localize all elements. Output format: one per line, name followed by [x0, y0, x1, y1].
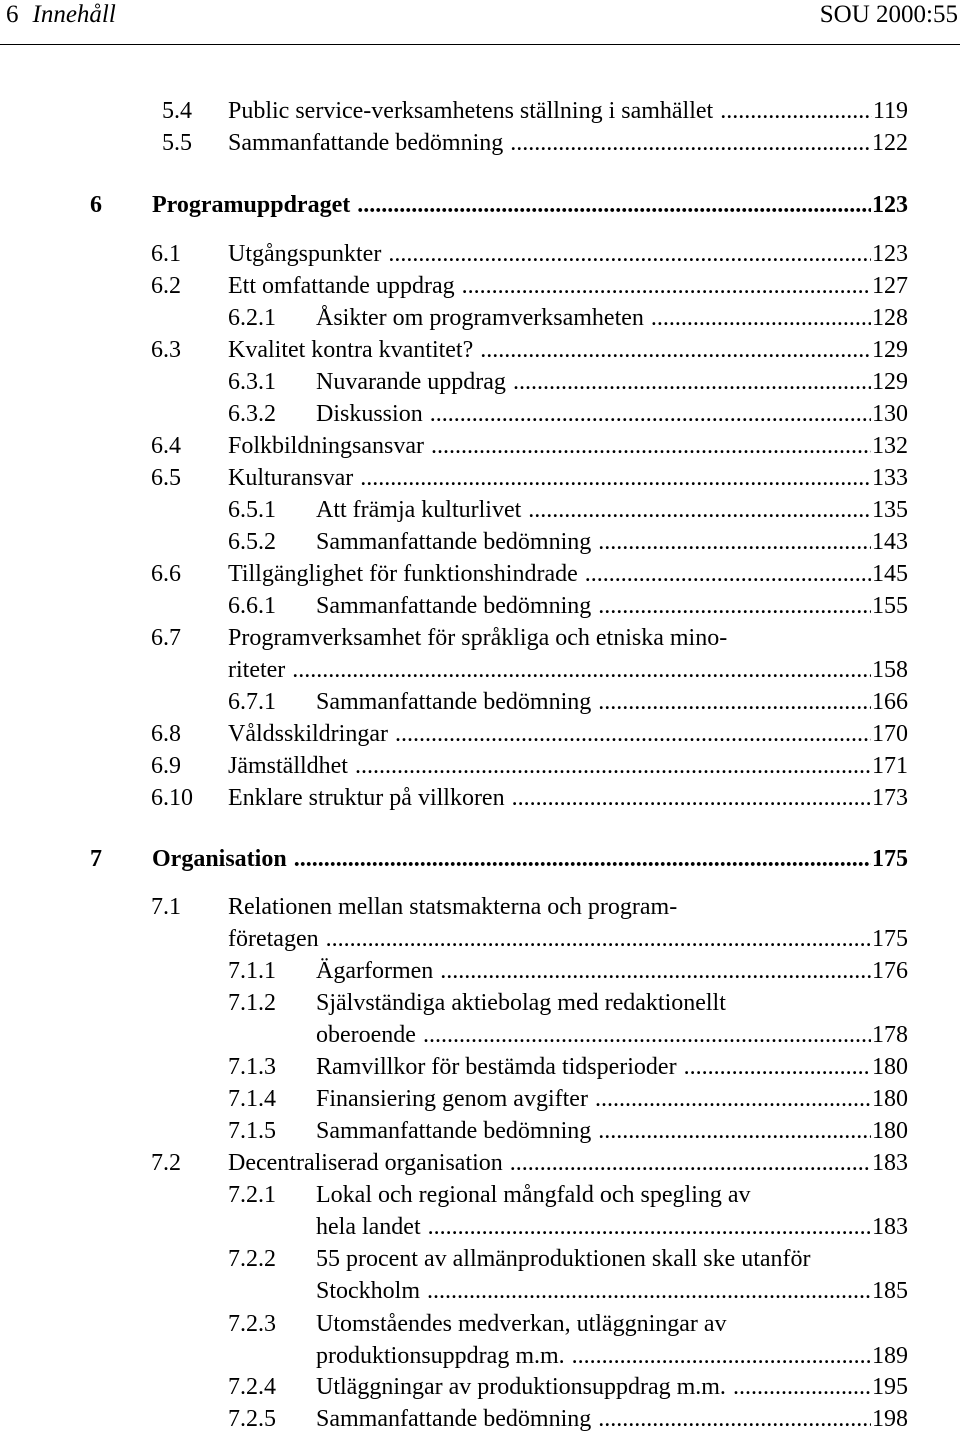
toc-entry-5-5[interactable]: [0, 127, 908, 159]
toc-entry-7-2-1-line2[interactable]: [0, 1211, 908, 1243]
toc-number: 7.1.1: [228, 958, 276, 984]
document-id: SOU 2000:55: [819, 1, 958, 28]
toc-number: 6.7: [151, 625, 181, 651]
toc-page: 189: [871, 1340, 908, 1372]
toc-number: 6.10: [151, 785, 193, 811]
toc-title-line1: 55 procent av allmänproduktionen skall ske utanför: [316, 1246, 811, 1272]
header-rule: [0, 44, 960, 45]
toc-number: 6.5.2: [228, 529, 276, 555]
toc-number: 6.3.2: [228, 401, 276, 427]
toc-title: Våldsskildringar .....: [228, 718, 908, 750]
toc-page: 175: [871, 843, 908, 875]
toc-title: Tillgänglighet för funktionshindrade .....: [228, 558, 908, 590]
toc-title: Ett omfattande uppdrag .....: [228, 270, 908, 302]
toc-entry-6-10[interactable]: [0, 782, 908, 814]
toc-title-line1: Utomståendes medverkan, utläggningar av: [316, 1311, 727, 1337]
toc-number: 7.2.2: [228, 1246, 276, 1272]
toc-title: Ramvillkor för bestämda tidsperioder .....: [316, 1051, 908, 1083]
toc-title: riteter .....: [228, 654, 908, 686]
toc-title: Finansiering genom avgifter .....: [316, 1083, 908, 1115]
toc-title: Folkbildningsansvar .....: [228, 430, 908, 462]
toc-entry-7-1-4[interactable]: [0, 1083, 908, 1115]
toc-number: 6.2: [151, 273, 181, 299]
toc-page: 133: [871, 462, 908, 494]
toc-title-line1: Relationen mellan statsmakterna och program-: [228, 894, 678, 920]
toc-number: 6.9: [151, 753, 181, 779]
toc-title: produktionsuppdrag m.m. .....: [316, 1340, 908, 1372]
toc-entry-7-1-2-line1[interactable]: [0, 987, 908, 1019]
toc-entry-7-2-3-line2[interactable]: [0, 1340, 908, 1372]
toc-page: 130: [871, 398, 908, 430]
toc-entry-7-2[interactable]: [0, 1147, 908, 1179]
toc-title: Utläggningar av produktionsuppdrag m.m. .....: [316, 1371, 908, 1403]
toc-title: Sammanfattande bedömning .....: [228, 127, 908, 159]
toc-entry-6-8[interactable]: [0, 718, 908, 750]
toc-title: oberoende .....: [316, 1019, 908, 1051]
toc-page: 129: [871, 334, 908, 366]
toc-page: 175: [871, 923, 908, 955]
toc-entry-7-2-3-line1[interactable]: [0, 1308, 908, 1340]
toc-title: Ägarformen .....: [316, 955, 908, 987]
toc-number: 5.5: [162, 130, 192, 156]
toc-number: 7.2.4: [228, 1374, 276, 1400]
toc-entry-7-1-line2[interactable]: [0, 923, 908, 955]
toc-title: Utgångspunkter .....: [228, 238, 908, 270]
toc-entry-6-7-line1[interactable]: [0, 622, 908, 654]
toc-number: 6.6: [151, 561, 181, 587]
toc-entry-chapter-7[interactable]: [0, 843, 908, 875]
toc-page: 128: [871, 302, 908, 334]
toc-title: Att främja kulturlivet .....: [316, 494, 908, 526]
toc-number: 6.8: [151, 721, 181, 747]
toc-page: 123: [871, 238, 908, 270]
toc-title: Sammanfattande bedömning .....: [316, 1403, 908, 1435]
toc-page: 143: [871, 526, 908, 558]
toc-title: Public service-verksamhetens ställning i samhället .....: [228, 95, 908, 127]
toc-page: 183: [871, 1147, 908, 1179]
toc-entry-6-9[interactable]: [0, 750, 908, 782]
toc-entry-chapter-6[interactable]: [0, 189, 908, 221]
toc-page: 132: [871, 430, 908, 462]
toc-entry-6-5-1[interactable]: [0, 494, 908, 526]
toc-entry-6-3-1[interactable]: [0, 366, 908, 398]
toc-entry-7-2-4[interactable]: [0, 1371, 908, 1403]
toc-title: Sammanfattande bedömning .....: [316, 686, 908, 718]
toc-title: Kulturansvar .....: [228, 462, 908, 494]
toc-page: 170: [871, 718, 908, 750]
toc-number: 6.1: [151, 241, 181, 267]
toc-title: Åsikter om programverksamheten .....: [316, 302, 908, 334]
toc-number: 7.2.3: [228, 1311, 276, 1337]
toc-title: företagen .....: [228, 923, 908, 955]
toc-number: 7.2.1: [228, 1182, 276, 1208]
toc-title: Kvalitet kontra kvantitet? .....: [228, 334, 908, 366]
toc-page: 171: [871, 750, 908, 782]
toc-number: 6.5.1: [228, 497, 276, 523]
toc-entry-6-7-1[interactable]: [0, 686, 908, 718]
toc-number: 6.2.1: [228, 305, 276, 331]
toc-title-line1: Lokal och regional mångfald och spegling av: [316, 1182, 751, 1208]
toc-page: 129: [871, 366, 908, 398]
toc-page: 183: [871, 1211, 908, 1243]
toc-number: 7.1.2: [228, 990, 276, 1016]
toc-title-line1: Självständiga aktiebolag med redaktionellt: [316, 990, 726, 1016]
toc-title: Decentraliserad organisation .....: [228, 1147, 908, 1179]
toc-number: 7.2: [151, 1150, 181, 1176]
toc-page: 198: [871, 1403, 908, 1435]
toc-page: 119: [872, 95, 908, 127]
toc-page: 180: [871, 1083, 908, 1115]
toc-title: Diskussion .....: [316, 398, 908, 430]
toc-page: 135: [871, 494, 908, 526]
toc-page: 127: [871, 270, 908, 302]
toc-entry-6-4[interactable]: [0, 430, 908, 462]
toc-entry-7-2-5[interactable]: [0, 1403, 908, 1435]
toc-entry-6-3-2[interactable]: [0, 398, 908, 430]
toc-number: 7: [90, 846, 102, 872]
toc-entry-7-1-3[interactable]: [0, 1051, 908, 1083]
toc-page: 155: [871, 590, 908, 622]
toc-title: Enklare struktur på villkoren .....: [228, 782, 908, 814]
running-head-title: Innehåll: [32, 1, 116, 28]
toc-title: Sammanfattande bedömning .....: [316, 590, 908, 622]
toc-number: 6.5: [151, 465, 181, 491]
toc-page: 178: [871, 1019, 908, 1051]
toc-page: 158: [871, 654, 908, 686]
toc-number: 7.2.5: [228, 1406, 276, 1432]
toc-entry-6-2[interactable]: [0, 270, 908, 302]
toc-number: 6.4: [151, 433, 181, 459]
toc-page: 122: [871, 127, 908, 159]
toc-number: 6.3: [151, 337, 181, 363]
toc-number: 6.7.1: [228, 689, 276, 715]
toc-page: 176: [871, 955, 908, 987]
toc-page: 185: [871, 1275, 908, 1307]
running-head-left: [6, 0, 116, 30]
toc-page: 180: [871, 1115, 908, 1147]
toc-page: 166: [871, 686, 908, 718]
toc-page: 145: [871, 558, 908, 590]
toc-entry-6-5[interactable]: [0, 462, 908, 494]
toc-page: 195: [871, 1371, 908, 1403]
toc-page: 173: [871, 782, 908, 814]
toc-entry-7-1-1[interactable]: [0, 955, 908, 987]
toc-number: 7.1.4: [228, 1086, 276, 1112]
toc-entry-7-2-1-line1[interactable]: [0, 1179, 908, 1211]
toc-entry-7-1-5[interactable]: [0, 1115, 908, 1147]
toc-entry-7-1-2-line2[interactable]: [0, 1019, 908, 1051]
page-chapter-number: 6: [6, 1, 19, 28]
toc-title: Sammanfattande bedömning .....: [316, 526, 908, 558]
toc-entry-7-2-2-line2[interactable]: [0, 1275, 908, 1307]
toc-title-line1: Programverksamhet för språkliga och etniska mino-: [228, 625, 728, 651]
toc-title: hela landet .....: [316, 1211, 908, 1243]
toc-entry-6-3[interactable]: [0, 334, 908, 366]
toc-entry-6-6-1[interactable]: [0, 590, 908, 622]
toc-entry-6-1[interactable]: [0, 238, 908, 270]
toc-title: Nuvarande uppdrag .....: [316, 366, 908, 398]
toc-entry-7-2-2-line1[interactable]: [0, 1243, 908, 1275]
toc-entry-6-2-1[interactable]: [0, 302, 908, 334]
toc-entry-5-4[interactable]: [0, 95, 908, 127]
toc-page: 123: [871, 189, 908, 221]
toc-title: Sammanfattande bedömning .....: [316, 1115, 908, 1147]
toc-entry-6-5-2[interactable]: [0, 526, 908, 558]
toc-number: 7.1.3: [228, 1054, 276, 1080]
page-header: [0, 0, 960, 46]
toc-number: 5.4: [162, 98, 192, 124]
toc-title: Organisation .....: [152, 843, 908, 875]
toc-number: 7.1: [151, 894, 181, 920]
toc-number: 6: [90, 192, 102, 218]
toc-title: Jämställdhet .....: [228, 750, 908, 782]
toc-number: 6.3.1: [228, 369, 276, 395]
toc-title: Programuppdraget .....: [152, 189, 908, 221]
toc-number: 6.6.1: [228, 593, 276, 619]
toc-number: 7.1.5: [228, 1118, 276, 1144]
toc-entry-7-1-line1[interactable]: [0, 891, 908, 923]
toc-entry-6-7-line2[interactable]: [0, 654, 908, 686]
toc-entry-6-6[interactable]: [0, 558, 908, 590]
toc-title: Stockholm .....: [316, 1275, 908, 1307]
toc-page: 180: [871, 1051, 908, 1083]
